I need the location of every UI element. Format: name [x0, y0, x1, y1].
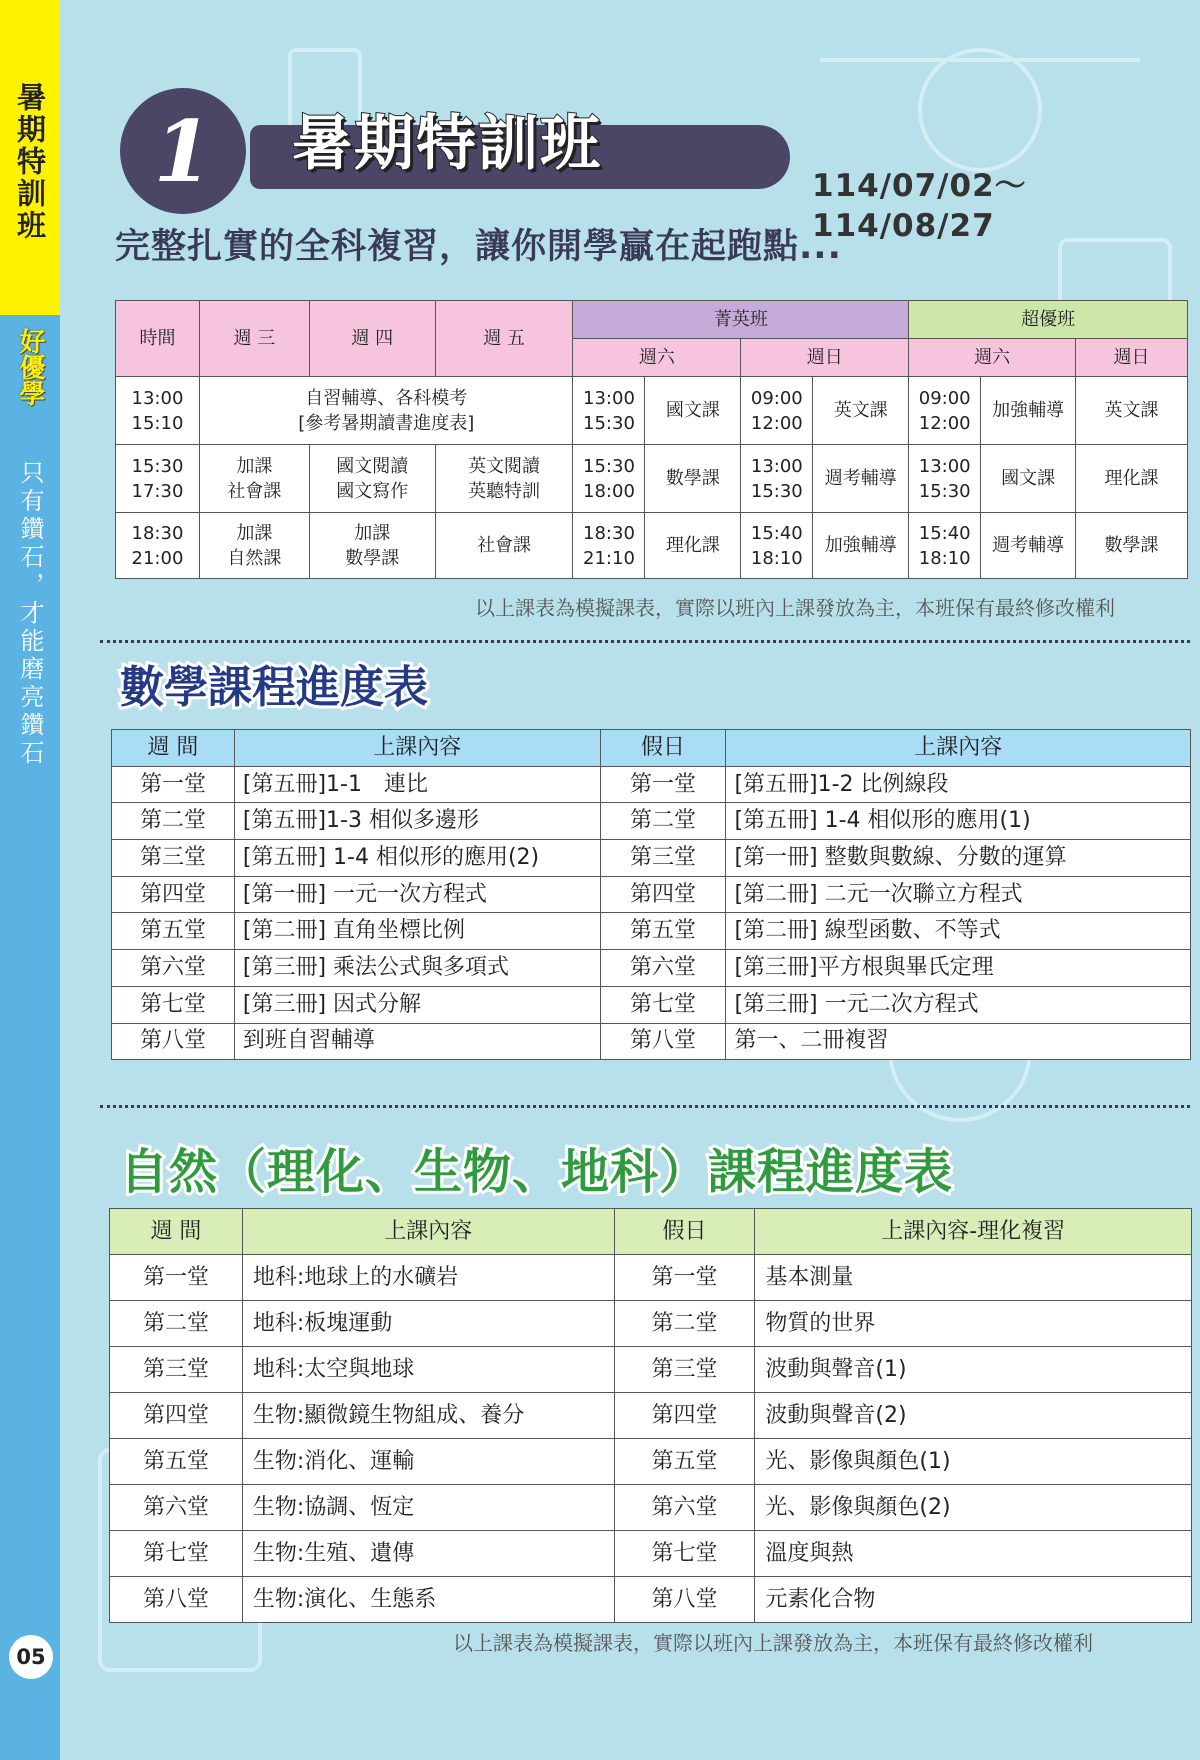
course-cell: 加課 社會課: [199, 445, 309, 513]
table-cell: 第五堂: [110, 1439, 243, 1485]
header-thu: 週 四: [309, 301, 435, 377]
table-cell: 波動與聲音(2): [755, 1393, 1192, 1439]
course-cell: 理化課: [645, 513, 741, 579]
table-cell: 第四堂: [614, 1393, 755, 1439]
table-header-row: [112, 730, 1191, 767]
table-cell: 第七堂: [600, 986, 726, 1023]
header-wed: 週 三: [199, 301, 309, 377]
table-cell: [第三冊] 一元二次方程式: [726, 986, 1191, 1023]
table-row: [110, 1531, 1192, 1577]
time-cell: 15:40 18:10: [909, 513, 981, 579]
course-cell: 加課 自然課: [199, 513, 309, 579]
table-row: [112, 766, 1191, 803]
table-cell: [第五冊]1-1 連比: [234, 766, 600, 803]
table-row: [110, 1485, 1192, 1531]
table-row: [112, 913, 1191, 950]
schedule-row: [116, 377, 1188, 445]
table-cell: 第二堂: [110, 1301, 243, 1347]
header-super-sat: 週六: [909, 339, 1076, 377]
table-cell: 第八堂: [614, 1577, 755, 1623]
math-progress-table: [111, 729, 1191, 1060]
header-time: 時間: [116, 301, 200, 377]
table-cell: 第三堂: [614, 1347, 755, 1393]
math-section-title: 數學課程進度表: [120, 662, 428, 713]
science-section-title: 自然（理化、生物、地科）課程進度表: [120, 1144, 954, 1200]
section-number: 1: [153, 102, 213, 201]
course-cell: 數學課: [645, 445, 741, 513]
header-elite-class: 菁英班: [573, 301, 909, 339]
course-cell: 加課 數學課: [309, 513, 435, 579]
tagline: 完整扎實的全科複習，讓你開學贏在起跑點...: [115, 227, 842, 267]
time-cell: 18:30 21:10: [573, 513, 645, 579]
table-cell: 地科:板塊運動: [242, 1301, 614, 1347]
time-cell: 13:00 15:30: [741, 445, 813, 513]
date-range: 114/07/02～114/08/27: [812, 168, 1027, 244]
course-cell: 週考輔導: [981, 513, 1076, 579]
table-cell: [第二冊] 直角坐標比例: [234, 913, 600, 950]
schedule-table: [115, 300, 1188, 579]
table-cell: 生物:演化、生態系: [242, 1577, 614, 1623]
table-cell: 地科:地球上的水礦岩: [242, 1255, 614, 1301]
table-cell: 元素化合物: [755, 1577, 1192, 1623]
table-cell: [第五冊] 1-4 相似形的應用(2): [234, 840, 600, 877]
table-cell: 第七堂: [110, 1531, 243, 1577]
table-cell: [第五冊]1-3 相似多邊形: [234, 803, 600, 840]
schedule-row: [116, 445, 1188, 513]
table-row: [110, 1393, 1192, 1439]
time-cell: 13:00 15:10: [116, 377, 200, 445]
time-cell: 18:30 21:00: [116, 513, 200, 579]
table-cell: 第五堂: [614, 1439, 755, 1485]
time-cell: 15:30 18:00: [573, 445, 645, 513]
table-row: [110, 1301, 1192, 1347]
table-row: [112, 876, 1191, 913]
table-cell: 第四堂: [110, 1393, 243, 1439]
table-cell: 第六堂: [614, 1485, 755, 1531]
side-logo: 好優學: [15, 328, 45, 406]
column-header: 上課內容: [242, 1209, 614, 1255]
divider: [100, 1105, 1190, 1108]
table-cell: 光、影像與顏色(1): [755, 1439, 1192, 1485]
table-cell: 到班自習輔導: [234, 1023, 600, 1060]
table-cell: 第四堂: [112, 876, 235, 913]
table-cell: 第八堂: [110, 1577, 243, 1623]
header-super-class: 超優班: [909, 301, 1188, 339]
table-cell: [第五冊]1-2 比例線段: [726, 766, 1191, 803]
table-cell: [第二冊] 二元一次聯立方程式: [726, 876, 1191, 913]
header-elite-sat: 週六: [573, 339, 741, 377]
table-cell: 生物:顯微鏡生物組成、養分: [242, 1393, 614, 1439]
weekday-cell: 自習輔導、各科模考 [參考暑期讀書進度表]: [199, 377, 573, 445]
table-cell: [第五冊] 1-4 相似形的應用(1): [726, 803, 1191, 840]
table-cell: 第一堂: [110, 1255, 243, 1301]
table-cell: 第一堂: [600, 766, 726, 803]
table-cell: [第二冊] 線型函數、不等式: [726, 913, 1191, 950]
course-cell: 英文課: [813, 377, 909, 445]
table-row: [112, 803, 1191, 840]
table-cell: 第二堂: [614, 1301, 755, 1347]
table-cell: 第七堂: [112, 986, 235, 1023]
table-cell: 第五堂: [600, 913, 726, 950]
table-row: [110, 1439, 1192, 1485]
table-cell: 光、影像與顏色(2): [755, 1485, 1192, 1531]
schedule-row: [116, 513, 1188, 579]
column-header: 假日: [600, 730, 726, 767]
course-cell: 社會課: [435, 513, 573, 579]
time-cell: 13:00 15:30: [909, 445, 981, 513]
table-cell: [第三冊]平方根與畢氏定理: [726, 950, 1191, 987]
table-cell: 第三堂: [110, 1347, 243, 1393]
column-header: 上課內容-理化複習: [755, 1209, 1192, 1255]
column-header: 週 間: [112, 730, 235, 767]
column-header: 假日: [614, 1209, 755, 1255]
course-cell: 理化課: [1076, 445, 1188, 513]
table-cell: 第六堂: [110, 1485, 243, 1531]
table-cell: 第二堂: [112, 803, 235, 840]
science-progress-table: [109, 1208, 1192, 1623]
table-cell: 生物:協調、恆定: [242, 1485, 614, 1531]
time-cell: 15:30 17:30: [116, 445, 200, 513]
table-cell: 第八堂: [600, 1023, 726, 1060]
table-cell: 溫度與熱: [755, 1531, 1192, 1577]
table-cell: 波動與聲音(1): [755, 1347, 1192, 1393]
table-row: [112, 950, 1191, 987]
header-elite-sun: 週日: [741, 339, 909, 377]
table-cell: [第一冊] 一元一次方程式: [234, 876, 600, 913]
table-row: [112, 986, 1191, 1023]
course-cell: 加強輔導: [813, 513, 909, 579]
table-cell: 第二堂: [600, 803, 726, 840]
time-cell: 09:00 12:00: [741, 377, 813, 445]
time-cell: 13:00 15:30: [573, 377, 645, 445]
table-row: [112, 840, 1191, 877]
column-header: 上課內容: [234, 730, 600, 767]
table-row: [110, 1347, 1192, 1393]
course-cell: 英文課: [1076, 377, 1188, 445]
table-cell: 第一堂: [112, 766, 235, 803]
side-title: 暑期特訓班: [13, 82, 47, 242]
course-cell: 週考輔導: [813, 445, 909, 513]
table-cell: 第六堂: [112, 950, 235, 987]
divider: [100, 640, 1190, 643]
table-cell: 第三堂: [600, 840, 726, 877]
table-cell: [第三冊] 因式分解: [234, 986, 600, 1023]
table-cell: 第一堂: [614, 1255, 755, 1301]
time-cell: 09:00 12:00: [909, 377, 981, 445]
table-row: [112, 1023, 1191, 1060]
side-slogan: 只有鑽石，才能磨亮鑽石: [16, 460, 44, 768]
table-cell: 基本測量: [755, 1255, 1192, 1301]
table-cell: 生物:消化、運輸: [242, 1439, 614, 1485]
table-cell: [第一冊] 整數與數線、分數的運算: [726, 840, 1191, 877]
page-number: 05: [9, 1635, 53, 1679]
table-row: [110, 1577, 1192, 1623]
page-title: 暑期特訓班: [292, 109, 602, 179]
header-fri: 週 五: [435, 301, 573, 377]
time-cell: 15:40 18:10: [741, 513, 813, 579]
course-cell: 國文課: [645, 377, 741, 445]
table-row: [110, 1255, 1192, 1301]
table-cell: 第六堂: [600, 950, 726, 987]
table-cell: 第三堂: [112, 840, 235, 877]
table-cell: 生物:生殖、遺傳: [242, 1531, 614, 1577]
table-cell: 地科:太空與地球: [242, 1347, 614, 1393]
course-cell: 國文課: [981, 445, 1076, 513]
column-header: 上課內容: [726, 730, 1191, 767]
table-cell: 物質的世界: [755, 1301, 1192, 1347]
table-cell: 第五堂: [112, 913, 235, 950]
column-header: 週 間: [110, 1209, 243, 1255]
course-cell: 國文閱讀 國文寫作: [309, 445, 435, 513]
course-cell: 英文閱讀 英聽特訓: [435, 445, 573, 513]
table-cell: [第三冊] 乘法公式與多項式: [234, 950, 600, 987]
table-cell: 第一、二冊複習: [726, 1023, 1191, 1060]
schedule-note: 以上課表為模擬課表，實際以班內上課發放為主，本班保有最終修改權利: [475, 596, 1115, 620]
table-cell: 第八堂: [112, 1023, 235, 1060]
science-note: 以上課表為模擬課表，實際以班內上課發放為主，本班保有最終修改權利: [453, 1631, 1093, 1655]
course-cell: 數學課: [1076, 513, 1188, 579]
course-cell: 加強輔導: [981, 377, 1076, 445]
table-header-row: [110, 1209, 1192, 1255]
header-super-sun: 週日: [1076, 339, 1188, 377]
table-cell: 第四堂: [600, 876, 726, 913]
table-cell: 第七堂: [614, 1531, 755, 1577]
